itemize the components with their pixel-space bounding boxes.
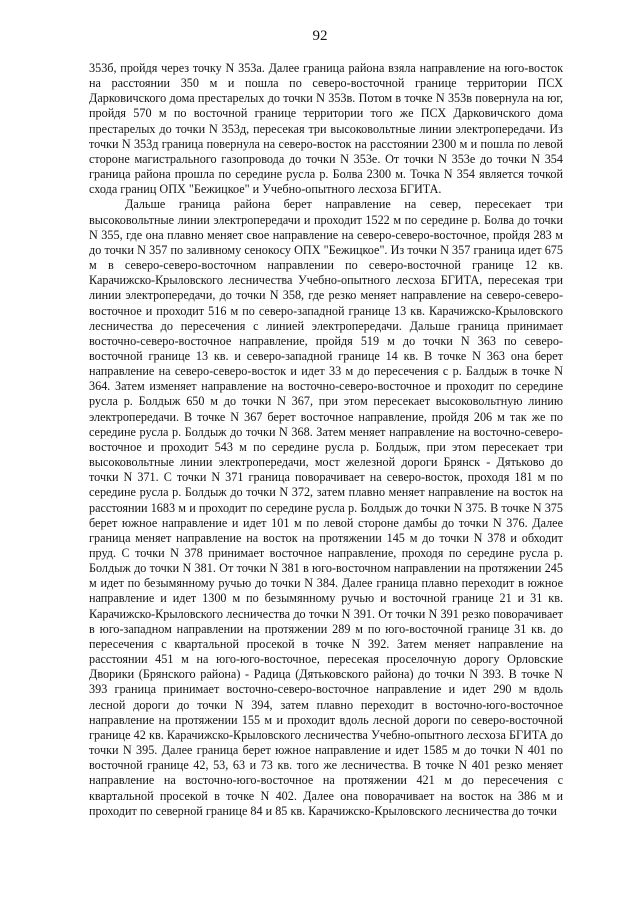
paragraph: Дальше граница района берет направление на север, пересекает три высоковольтные линии электропередачи и проходит 1522 м по середине р. Болва до точки N 355, где она плавно меняет свое направление на северо-северо-восточное, пройдя 283 м до точки N 357 по заливному сенокосу ОПХ "Бежицкое". Из точки N 357 граница идет 675 м в северо-северо-восточном направлении по северо-восточной границе 12 кв. Карачижско-Крыловского лесничества Учебно-опытного лесхоза БГИТА, пересекая три линии электропередачи, до точки N 358, где резко меняет направление на северо-северо-восточное и проходит 516 м по северо-западной границе 13 кв. Карачижско-Крыловского лесничества до пересечения с линией электропередачи. Дальше граница принимает восточно-северо-восточное направление, пройдя 519 м до точки N 363 по северо-восточной границе 13 кв. и северо-западной границе 14 кв. В точке N 363 она берет направление на северо-северо-восток и идет 33 м до пересечения с р. Балдыж в точке N 364. Затем изменяет направление на восточно-северо-восточное и проходит по середине русла р. Болдыж 650 м до точки N 367, при этом пересекает высоковольтную линию электропередачи. В точке N 367 берет восточное направление, пройдя 206 м так же по середине русла р. Болдыж до точки N 368. Затем меняет направление на восточно-северо-восточное и проходит 543 м по середине русла р. Болдыж, при этом пересекает три высоковольтные линии электропередачи, мост железной дороги Брянск - Дятьково до точки N 371. С точки N 371 граница поворачивает на северо-восток, проходя 181 м по середине русла р. Болдыж до точки N 372, затем плавно меняет направление на восток на расстоянии 1683 м и проходит по середине русла р. Болдыж до точки N 375. В точке N 375 берет южное направление и идет 101 м по левой стороне дамбы до точки N 376. Далее граница меняет направление на восток на протяжении 145 м до точки N 378 и обходит пруд. С точки N 378 принимает восточное направление, проходя по середине русла р. Болдыж до точки N 381. От точки N 381 в юго-восточном направлении на протяжении 245 м идет по безымянному ручью до точки N 384. Далее граница плавно переходит в южное направление и идет 1300 м по безымянному ручью и восточной границе 21 и 31 кв. Карачижско-Крыловского лесничества до точки N 391. От точки N 391 резко поворачивает в юго-западном направлении на протяжении 289 м по юго-восточной границе 31 кв. до пересечения с квартальной просекой в точке N 392. Затем меняет направление на расстоянии 451 м на юго-юго-восточное, пересекая проселочную дорогу Орловские Дворики (Брянского района) - Радица (Дятьковского района) до точки N 393. В точке N 393 граница принимает восточно-северо-восточное направление и идет 290 м вдоль лесной дороги до точки N 394, затем плавно переходит в восточно-юго-восточное направление на протяжении 155 м и проходит вдоль лесной дороги по северо-восточной границе 42 кв. Карачижско-Крыловского лесничества Учебно-опытного лесхоза БГИТА до точки N 395. Далее граница берет южное направление и идет 1585 м до точки N 401 по восточной границе 42, 53, 63 и 73 кв. того же лесничества. В точке N 401 резко меняет направление на восточно-юго-восточное на протяжении 421 м до пересечения с квартальной просекой в точке N 402. Далее она поворачивает на восток на 386 м и проходит по северной границе 84 и 85 кв. Карачижско-Крыловского лесничества до точки — [89, 197, 563, 818]
paragraph: 353б, пройдя через точку N 353а. Далее граница района взяла направление на юго-восток на расстоянии 350 м и пошла по северо-восточной границе территории ПСХ Дарковичского дома престарелых до точки N 353в. Потом в точке N 353в повернула на юг, пройдя 570 м по восточной границе территории того же ПСХ Дарковичского дома престарелых до точки N 353д, пересекая три высоковольтные линии электропередачи. Из точки N 353д граница повернула на северо-восток на расстоянии 2300 м и пошла по левой стороне магистрального газопровода до точки N 353е. От точки N 353е до точки N 354 граница района прошла по середине русла р. Болва 2300 м. Точка N 354 является точкой схода границ ОПХ "Бежицкое" и Учебно-опытного лесхоза БГИТА. — [89, 61, 563, 197]
page-number: 92 — [312, 28, 328, 44]
body-text — [89, 61, 563, 819]
